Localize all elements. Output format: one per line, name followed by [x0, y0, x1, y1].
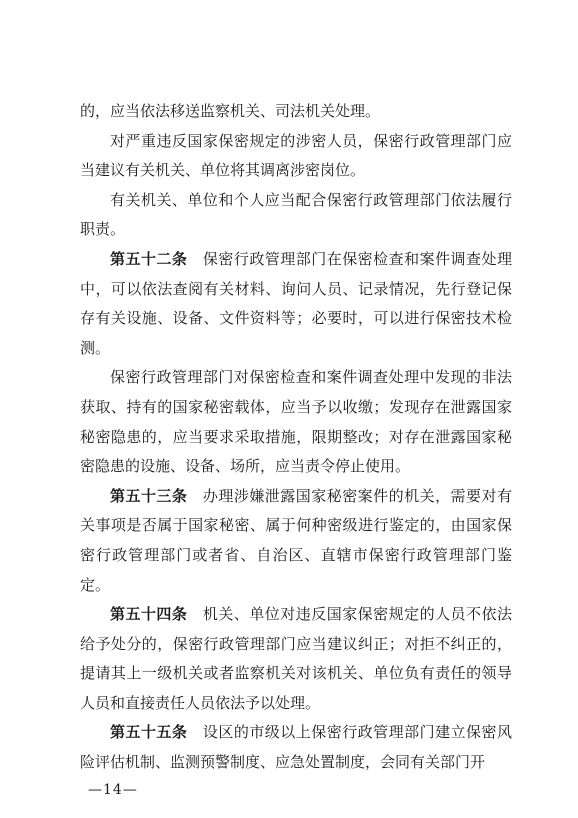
paragraph-text: 办理涉嫌泄露国家秘密案件的机关，需要对有关事项是否属于国家秘密、属于何种密级进行鉴定的，由国家保密行政管理部门或者省、自治区、直辖市保密行政管理部门鉴定。 — [80, 486, 512, 594]
paragraph — [80, 186, 512, 245]
article-53 — [80, 482, 512, 600]
article-heading: 第五十四条 — [110, 605, 188, 624]
paragraph-text: 设区的市级以上保密行政管理部门建立保密风险评估机制、监测预警制度、应急处置制度，会同有关部门开 — [80, 723, 512, 772]
document-body — [80, 97, 512, 778]
page-number: —14— — [88, 782, 138, 798]
paragraph — [80, 97, 512, 127]
paragraph-text: 有关机关、单位和个人应当配合保密行政管理部门依法履行职责。 — [80, 190, 512, 239]
paragraph-text: 机关、单位对违反国家保密规定的人员不依法给予处分的，保密行政管理部门应当建议纠正；对拒不纠正的，提请其上一级机关或者监察机关对该机关、单位负有责任的领导人员和直接责任人员依法予以处理。 — [80, 605, 512, 712]
paragraph — [80, 127, 512, 186]
article-52 — [80, 245, 512, 363]
article-heading: 第五十二条 — [110, 249, 188, 268]
paragraph-text: 对严重违反国家保密规定的涉密人员，保密行政管理部门应当建议有关机关、单位将其调离涉密岗位。 — [80, 131, 512, 180]
article-54 — [80, 600, 512, 718]
article-55 — [80, 718, 512, 777]
article-heading: 第五十三条 — [110, 486, 188, 505]
article-heading: 第五十五条 — [110, 723, 188, 742]
paragraph — [80, 363, 512, 481]
paragraph-text: 保密行政管理部门对保密检查和案件调查处理中发现的非法获取、持有的国家秘密载体，应当予以收缴；发现存在泄露国家秘密隐患的，应当要求采取措施，限期整改；对存在泄露国家秘密隐患的设施、设备、场所，应当责令停止使用。 — [80, 368, 512, 476]
paragraph-text: 保密行政管理部门在保密检查和案件调查处理中，可以依法查阅有关材料、询问人员、记录情况，先行登记保存有关设施、设备、文件资料等；必要时，可以进行保密技术检测。 — [80, 249, 512, 357]
paragraph-text: 的，应当依法移送监察机关、司法机关处理。 — [80, 102, 381, 120]
